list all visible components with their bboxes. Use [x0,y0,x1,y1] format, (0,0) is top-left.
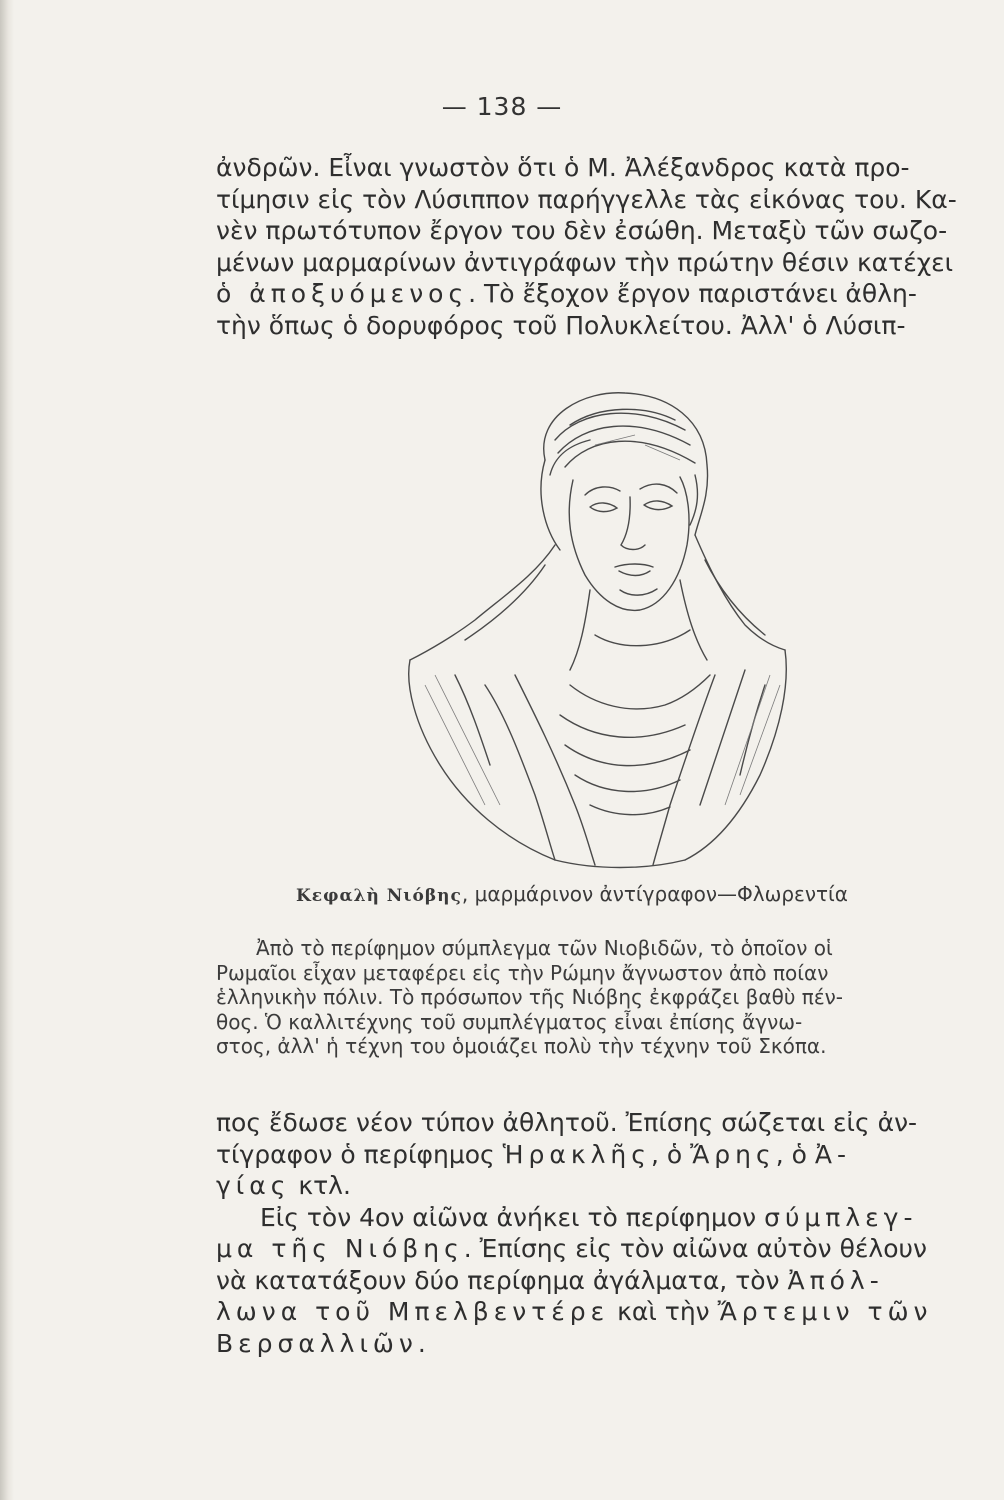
text-run: . [417,1328,426,1358]
page-edge-shadow [0,0,14,1500]
bottom-paragraph [216,1107,958,1359]
spaced-emphasis: μα τῆς Νιόβης [216,1234,464,1263]
spaced-emphasis: ὁ ἀποξυόμενος [216,279,469,308]
text-line [216,278,958,310]
text-line [216,1170,958,1202]
spaced-emphasis: σύμπλεγ- [764,1202,918,1232]
text-run: κτλ. [290,1171,351,1200]
spaced-emphasis: λωνα τοῦ Μπελβεντέρε [216,1297,610,1326]
text-line: Ἀπὸ τὸ περίφημον σύμπλεγμα τῶν Νιοβιδῶν, τὸ ὁποῖον οἱ [256,936,833,960]
spaced-emphasis: Ἄρτεμιν τῶν [717,1297,933,1326]
caption-description: , μαρμάρινον ἀντίγραφον—Φλωρεντία [461,882,848,906]
text-line: τὴν ὅπως ὁ δορυφόρος τοῦ Πολυκλείτου. Ἀλλ' ὁ Λύσιπ- [216,310,906,340]
text-run: . Ἐπίσης εἰς τὸν αἰῶνα αὐτὸν θέλουν [463,1234,927,1263]
text-line: θος. Ὁ καλλιτέχνης τοῦ συμπλέγματος εἶναι ἐπίσης ἄγνω- [216,1009,803,1034]
text-run: . Τὸ ἔξοχον ἔργον παριστάνει ἀθλη- [468,279,917,308]
text-line: μένων μαρμαρίνων ἀντιγράφων τὴν πρώτην θέσιν κατέχει [216,247,954,277]
text-line: ἑλληνικὴν πόλιν. Τὸ πρόσωπον τῆς Νιόβης ἐκφράζει βαθὺ πέν- [216,985,844,1009]
text-line: Ρωμαῖοι εἶχαν μεταφέρει εἰς τὴν Ρώμην ἄγνωστον ἀπὸ ποίαν [216,960,829,985]
text-run: , ὁ [650,1139,691,1169]
spaced-emphasis: Βερσαλλιῶν [216,1328,418,1358]
spaced-emphasis: Ἄρης [690,1139,776,1169]
spaced-emphasis: Ἀπόλ- [787,1265,884,1295]
text-run: καὶ τὴν [609,1297,718,1326]
text-line: τίμησιν εἰς τὸν Λύσιππον παρήγγελλε τὰς εἰκόνας του. Κα- [216,184,957,214]
text-line: πος ἔδωσε νέον τύπον ἀθλητοῦ. Ἐπίσης σώζεται εἰς ἀν- [216,1108,918,1137]
figure-caption [296,882,916,906]
text-run: Εἰς τὸν 4ον αἰῶνα ἀνήκει τὸ περίφημον [260,1202,765,1232]
page-number: — 138 — [441,92,563,121]
text-run: , ὁ [775,1139,815,1169]
text-line [216,1139,958,1171]
text-line: στος, ἀλλ' ἡ τέχνη του ὁμοιάζει πολὺ τὴν τέχνην τοῦ Σκόπα. [216,1034,827,1058]
text-run: νὰ κατατάξουν δύο περίφημα ἀγάλματα, τὸν [216,1265,788,1295]
top-paragraph [216,152,958,341]
text-line [216,1296,958,1328]
figure-note [216,936,956,1059]
text-line: νὲν πρωτότυπον ἔργον του δὲν ἐσώθη. Μεταξὺ τῶν σωζο- [216,216,948,245]
text-line [216,1233,958,1265]
text-line [216,1265,958,1297]
spaced-emphasis: Ἡρακλῆς [502,1139,651,1169]
caption-title: Κεφαλὴ Νιόβης [296,886,462,906]
spaced-emphasis: γίας [216,1171,291,1200]
text-run: τίγραφον ὁ περίφημος [216,1139,503,1169]
text-line: ἀνδρῶν. Εἶναι γνωστὸν ὅτι ὁ Μ. Ἀλέξανδρος κατὰ προ- [216,153,910,182]
text-line [216,1328,958,1360]
spaced-emphasis: Ἀ- [814,1139,851,1169]
niobe-bust-illustration [395,385,795,870]
text-line [216,1202,958,1234]
